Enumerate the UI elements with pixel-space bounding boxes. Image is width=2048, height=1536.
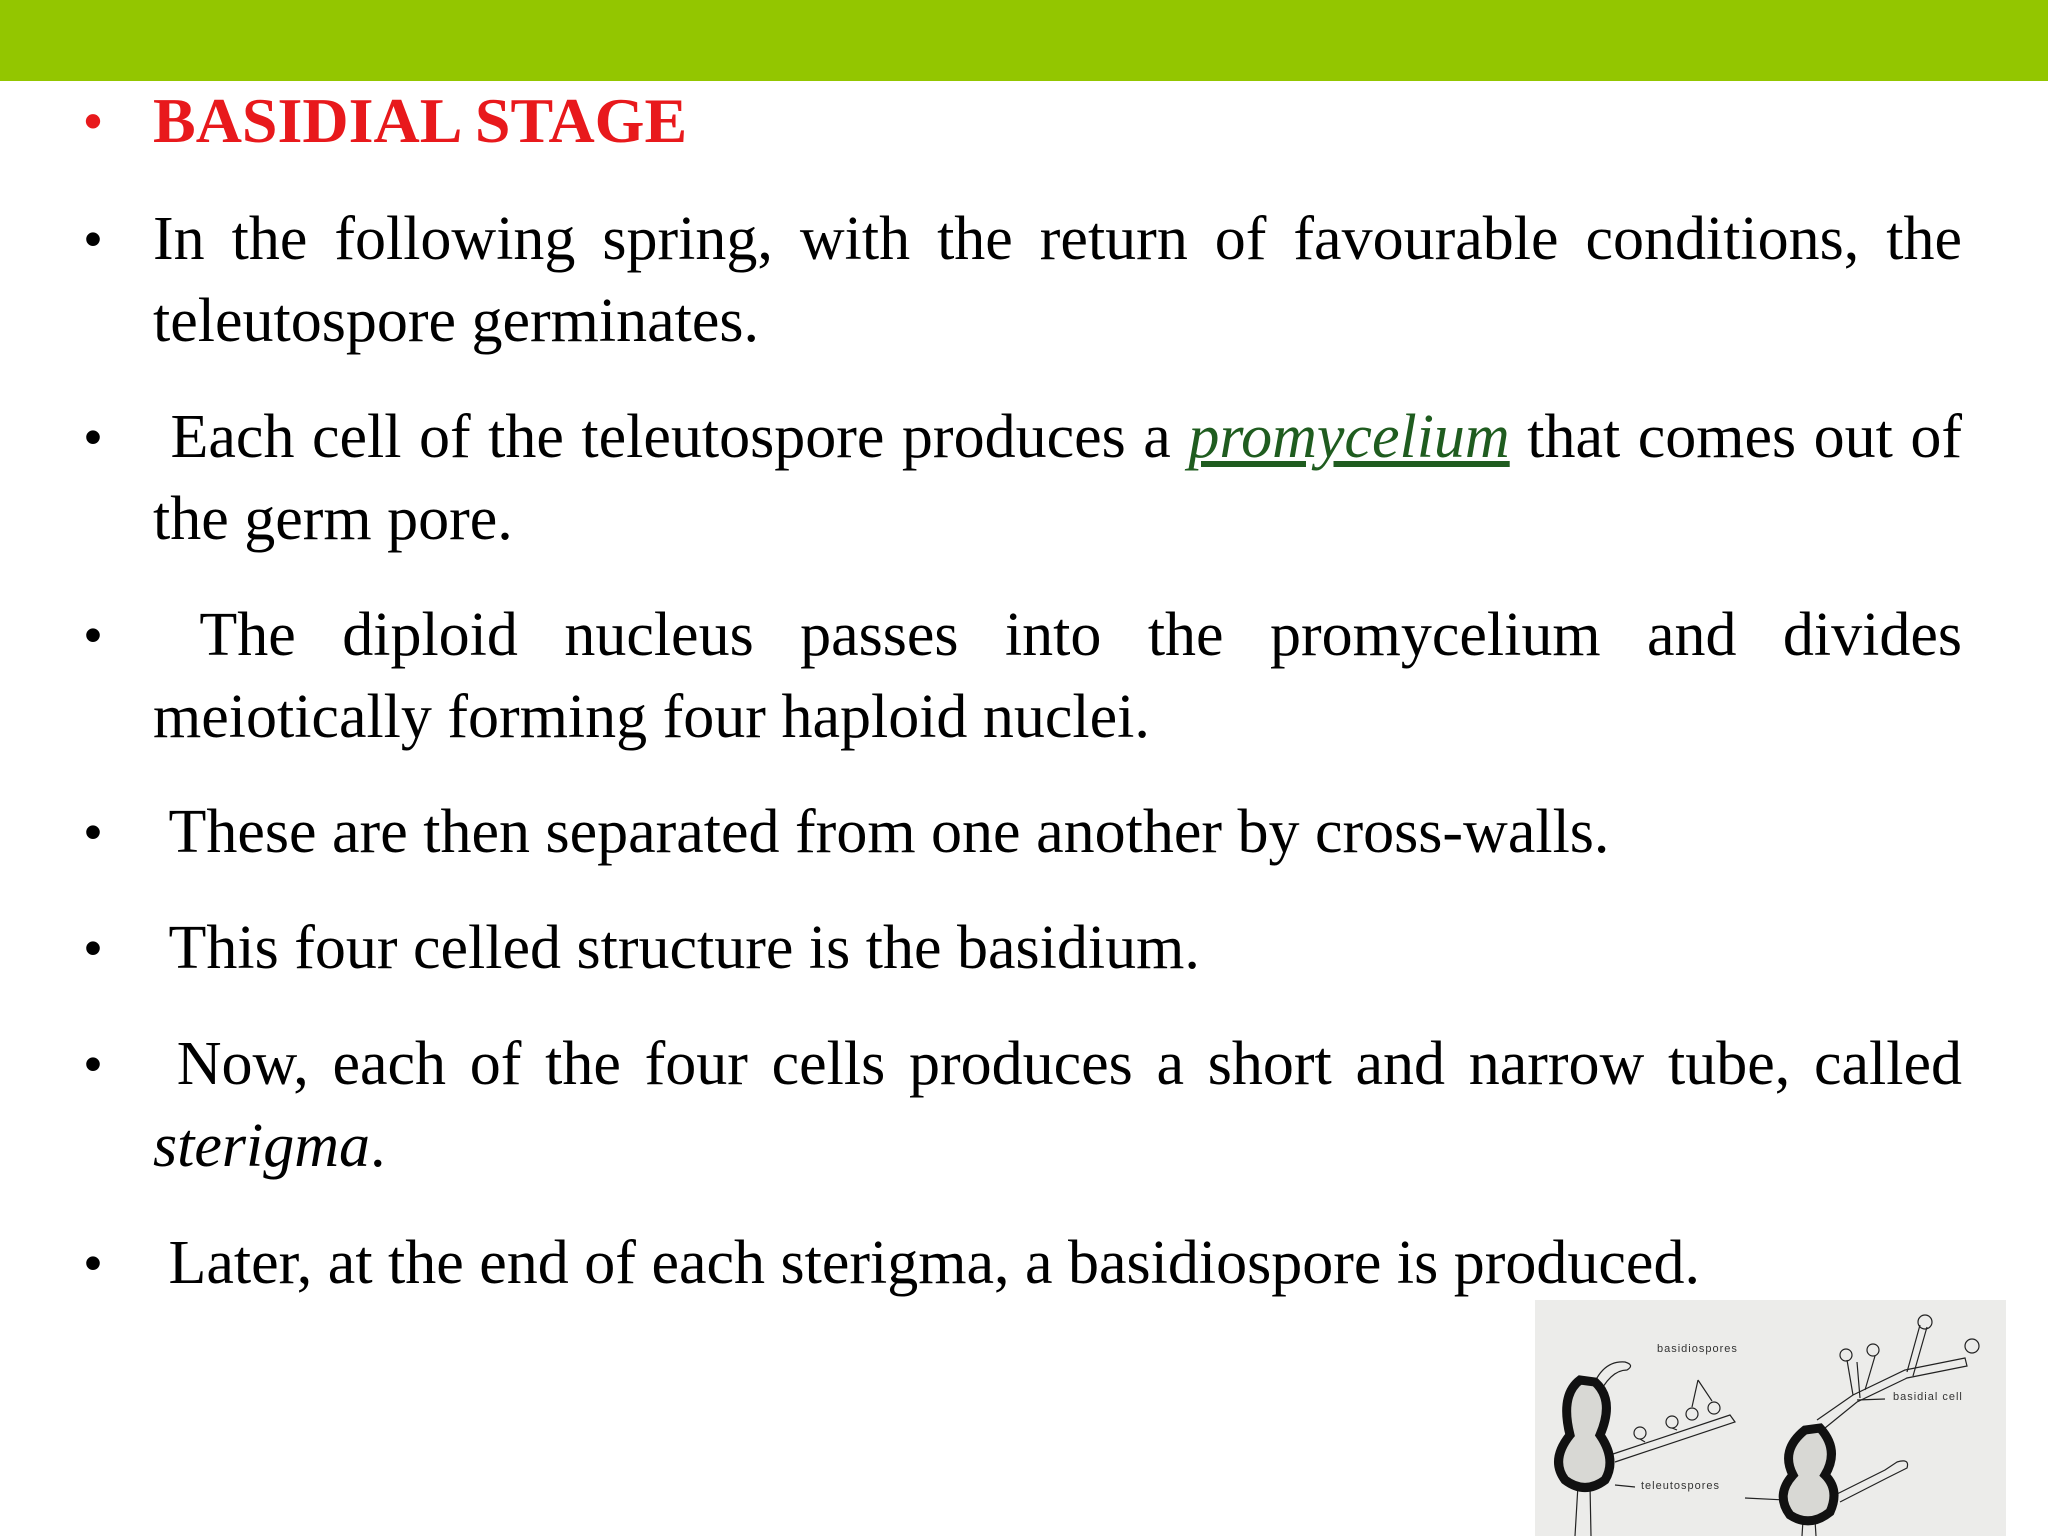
bullet-text: Each cell of the teleutospore produces a bbox=[153, 403, 1189, 471]
bullet-icon: • bbox=[84, 1036, 102, 1092]
bullet-icon: • bbox=[84, 93, 102, 149]
bullet-text: . bbox=[370, 1112, 386, 1180]
title-text: BASIDIAL STAGE bbox=[153, 85, 688, 156]
bullet-text: Later, at the end of each sterigma, a basidiospore is produced. bbox=[153, 1229, 1700, 1297]
bullet-icon: • bbox=[84, 409, 102, 465]
slide-title bbox=[84, 80, 1962, 162]
teleutospore-germination-figure bbox=[1535, 1300, 2006, 1536]
bullet-item bbox=[84, 594, 1978, 758]
bullet-icon: • bbox=[84, 1235, 102, 1291]
bullet-text: In the following spring, with the return of favourable conditions, the teleutospore germinates. bbox=[153, 205, 1962, 355]
bullet-icon: • bbox=[84, 607, 102, 663]
bullet-text: that comes out of the germ pore. bbox=[153, 403, 1963, 553]
bullet-item bbox=[84, 396, 1963, 560]
bullet-text: This four celled structure is the basidium. bbox=[153, 914, 1200, 982]
promycelium-link[interactable]: promycelium bbox=[1188, 403, 1510, 471]
bullet-icon: • bbox=[84, 804, 102, 860]
bullet-item bbox=[84, 1023, 1978, 1187]
bullet-text: Now, each of the four cells produces a short and narrow tube, called bbox=[153, 1030, 1978, 1098]
bullet-item bbox=[84, 1222, 1962, 1304]
bullet-item bbox=[84, 791, 1962, 873]
bullet-item bbox=[84, 198, 1962, 362]
sterigma-term: sterigma bbox=[153, 1112, 370, 1180]
bullet-text: These are then separated from one another by cross-walls. bbox=[153, 798, 1610, 866]
bullet-icon: • bbox=[84, 211, 102, 267]
bullet-text: The diploid nucleus passes into the promycelium and divides meiotically forming four haploid nuclei. bbox=[153, 601, 1978, 751]
bullet-item bbox=[84, 907, 1962, 989]
bullet-icon: • bbox=[84, 920, 102, 976]
header-bar bbox=[0, 0, 2048, 81]
label-basidiospores: basidiospores bbox=[1657, 1343, 1738, 1355]
label-teleutospores: teleutospores bbox=[1641, 1480, 1721, 1492]
label-basidial-cell: basidial cell bbox=[1893, 1391, 1963, 1403]
